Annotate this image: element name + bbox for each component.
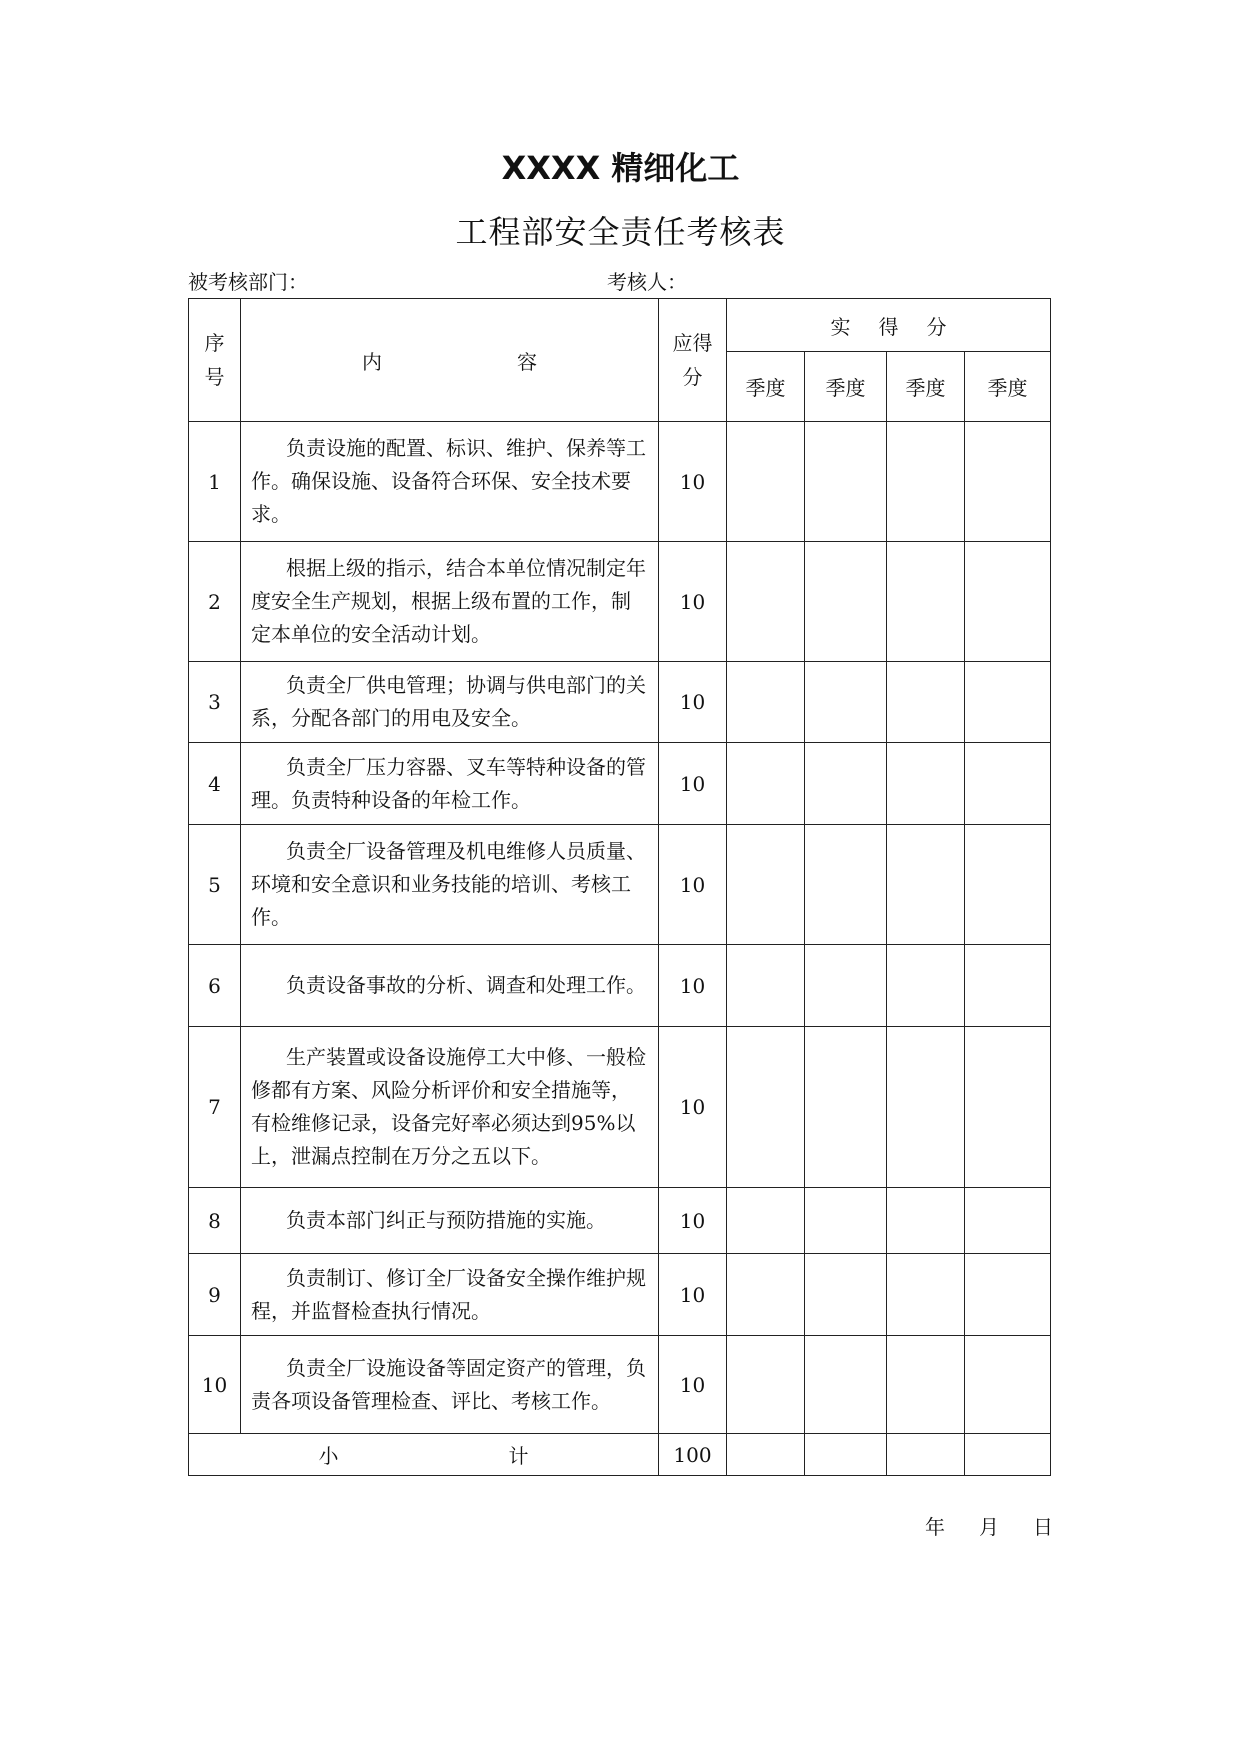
row-content-first: 负责制订、修订全厂设备安全操作维 <box>286 1265 606 1290</box>
row-seq: 1 <box>189 422 241 542</box>
row-content-first: 生产装置或设备设施停工大中修、一 <box>286 1045 606 1069</box>
assessed-department-label: 被考核部门： <box>188 270 308 294</box>
header-actual-score <box>727 299 1051 352</box>
row-q3-cell[interactable] <box>887 1254 965 1336</box>
row-q3-cell[interactable] <box>887 422 965 542</box>
row-content-first: 负责全厂设备管理及机电维修人员 <box>286 839 586 863</box>
row-seq: 5 <box>189 825 241 945</box>
row-content-first: 负责全厂供电管理；协调与供电部门 <box>286 673 606 697</box>
row-q2-cell[interactable] <box>805 1027 887 1188</box>
row-content-rest: 的管理。负责特种设备的年检工作。 <box>251 754 646 812</box>
table-row <box>189 743 1051 825</box>
subtotal-q3-cell[interactable] <box>887 1434 965 1476</box>
row-score: 10 <box>659 1336 727 1434</box>
table-row <box>189 1254 1051 1336</box>
row-q4-cell[interactable] <box>965 1336 1051 1434</box>
row-q4-cell[interactable] <box>965 743 1051 825</box>
row-content-first: 负责本部门纠正与预防措施的实施。 <box>286 1208 606 1232</box>
row-q4-cell[interactable] <box>965 1027 1051 1188</box>
table-row <box>189 542 1051 662</box>
form-title: 工程部安全责任考核表 <box>455 213 786 251</box>
row-score: 10 <box>659 743 727 825</box>
date-month: 月 <box>979 1515 1001 1539</box>
row-content-first: 负责全厂压力容器、叉车等特种设备 <box>286 754 606 779</box>
row-q3-cell[interactable] <box>887 743 965 825</box>
row-q4-cell[interactable] <box>965 825 1051 945</box>
row-content-rest: 的关系，分配各部门的用电及安全。 <box>251 673 646 730</box>
subtotal-score: 100 <box>659 1434 727 1476</box>
row-q1-cell[interactable] <box>727 422 805 542</box>
row-q1-cell[interactable] <box>727 945 805 1027</box>
row-q3-cell[interactable] <box>887 1336 965 1434</box>
row-content <box>241 542 659 662</box>
row-content-rest: 定年度安全生产规划，根据上级布置的工作，制定本单位的安全活动计划。 <box>251 556 646 646</box>
assessor-label: 考核人： <box>607 270 687 294</box>
row-score: 10 <box>659 1188 727 1254</box>
header-actual-b: 得 <box>878 314 899 339</box>
row-q1-cell[interactable] <box>727 1188 805 1254</box>
subtotal-q4-cell[interactable] <box>965 1434 1051 1476</box>
table-row <box>189 945 1051 1027</box>
header-quarter-2: 季度 <box>805 352 887 422</box>
row-seq: 2 <box>189 542 241 662</box>
row-q2-cell[interactable] <box>805 662 887 743</box>
row-score: 10 <box>659 662 727 743</box>
header-quarter-3: 季度 <box>887 352 965 422</box>
date-line <box>925 1511 1055 1540</box>
row-content <box>241 1188 659 1254</box>
table-row <box>189 1336 1051 1434</box>
header-content <box>241 299 659 422</box>
row-q1-cell[interactable] <box>727 825 805 945</box>
row-content <box>241 422 659 542</box>
row-content-rest: 等工作。确保设施、设备符合环保、安全技术要求。 <box>251 436 646 526</box>
row-seq: 4 <box>189 743 241 825</box>
row-q1-cell[interactable] <box>727 1254 805 1336</box>
table-row <box>189 662 1051 743</box>
row-q1-cell[interactable] <box>727 662 805 743</box>
subtotal-label-b: 计 <box>508 1444 529 1468</box>
row-q3-cell[interactable] <box>887 542 965 662</box>
header-seq-line1: 序 <box>204 331 225 355</box>
header-expected-line2: 分 <box>682 365 703 389</box>
date-day: 日 <box>1033 1515 1055 1539</box>
row-q3-cell[interactable] <box>887 1027 965 1188</box>
assessment-table <box>188 298 1051 1476</box>
row-content-rest: 作。 <box>606 973 646 997</box>
row-q1-cell[interactable] <box>727 1027 805 1188</box>
row-content-first: 根据上级的指示，结合本单位情况制 <box>286 556 606 580</box>
subtotal-label-a: 小 <box>318 1444 339 1468</box>
row-seq: 8 <box>189 1188 241 1254</box>
company-name: XXXX 精细化工 <box>501 149 740 187</box>
header-expected-score <box>659 299 727 422</box>
row-seq: 6 <box>189 945 241 1027</box>
row-content <box>241 825 659 945</box>
row-q3-cell[interactable] <box>887 825 965 945</box>
row-q4-cell[interactable] <box>965 542 1051 662</box>
row-q2-cell[interactable] <box>805 422 887 542</box>
row-seq: 3 <box>189 662 241 743</box>
subtotal-label <box>189 1434 659 1476</box>
header-content-a: 内 <box>362 349 382 374</box>
row-q4-cell[interactable] <box>965 422 1051 542</box>
header-content-b: 容 <box>517 349 537 374</box>
row-seq: 9 <box>189 1254 241 1336</box>
row-content <box>241 1254 659 1336</box>
row-content-rest: 护规程，并监督检查执行情况。 <box>251 1265 646 1323</box>
row-q1-cell[interactable] <box>727 542 805 662</box>
header-seq <box>189 299 241 422</box>
table-row <box>189 1188 1051 1254</box>
row-content <box>241 945 659 1027</box>
date-year: 年 <box>925 1515 947 1539</box>
row-q4-cell[interactable] <box>965 945 1051 1027</box>
table-row <box>189 825 1051 945</box>
row-q2-cell[interactable] <box>805 1336 887 1434</box>
subtotal-q2-cell[interactable] <box>805 1434 887 1476</box>
row-q4-cell[interactable] <box>965 1254 1051 1336</box>
table-row <box>189 1027 1051 1188</box>
row-content-rest: 理，负责各项设备管理检查、评比、考核工作。 <box>251 1355 646 1413</box>
header-actual-a: 实 <box>830 314 851 339</box>
row-q3-cell[interactable] <box>887 662 965 743</box>
header-seq-line2: 号 <box>204 365 225 389</box>
row-q2-cell[interactable] <box>805 945 887 1027</box>
row-q4-cell[interactable] <box>965 1188 1051 1254</box>
row-q3-cell[interactable] <box>887 945 965 1027</box>
header-quarter-4: 季度 <box>965 352 1051 422</box>
row-score: 10 <box>659 542 727 662</box>
row-q4-cell[interactable] <box>965 662 1051 743</box>
row-content-rest: 般检修都有方案、风险分析评价和安全措施等，有检维修记录，设备完好率必须达到95%以上，泄漏点控制在万分之五以下。 <box>251 1045 646 1168</box>
row-seq: 10 <box>189 1336 241 1434</box>
row-score: 10 <box>659 1027 727 1188</box>
row-seq: 7 <box>189 1027 241 1188</box>
row-q1-cell[interactable] <box>727 1336 805 1434</box>
row-content-first: 负责全厂设施设备等固定资产的管 <box>286 1355 586 1380</box>
row-score: 10 <box>659 422 727 542</box>
row-q3-cell[interactable] <box>887 1188 965 1254</box>
row-score: 10 <box>659 945 727 1027</box>
table-row <box>189 422 1051 542</box>
row-q2-cell[interactable] <box>805 1254 887 1336</box>
row-q2-cell[interactable] <box>805 743 887 825</box>
header-expected-line1: 应得 <box>672 331 713 355</box>
header-quarter-1: 季度 <box>727 352 805 422</box>
row-q2-cell[interactable] <box>805 542 887 662</box>
row-q2-cell[interactable] <box>805 1188 887 1254</box>
row-content-rest: 质量、环境和安全意识和业务技能的培训、考核工作。 <box>251 839 646 929</box>
row-content <box>241 662 659 743</box>
row-content-first: 负责设备事故的分析、调查和处理工 <box>286 973 606 997</box>
row-score: 10 <box>659 1254 727 1336</box>
row-q2-cell[interactable] <box>805 825 887 945</box>
row-content-first: 负责设施的配置、标识、维护、保养 <box>286 436 606 460</box>
row-score: 10 <box>659 825 727 945</box>
row-q1-cell[interactable] <box>727 743 805 825</box>
subtotal-q1-cell[interactable] <box>727 1434 805 1476</box>
subtotal-row <box>189 1434 1051 1476</box>
row-content <box>241 1336 659 1434</box>
row-content <box>241 743 659 825</box>
row-content <box>241 1027 659 1188</box>
header-actual-c: 分 <box>926 314 947 339</box>
